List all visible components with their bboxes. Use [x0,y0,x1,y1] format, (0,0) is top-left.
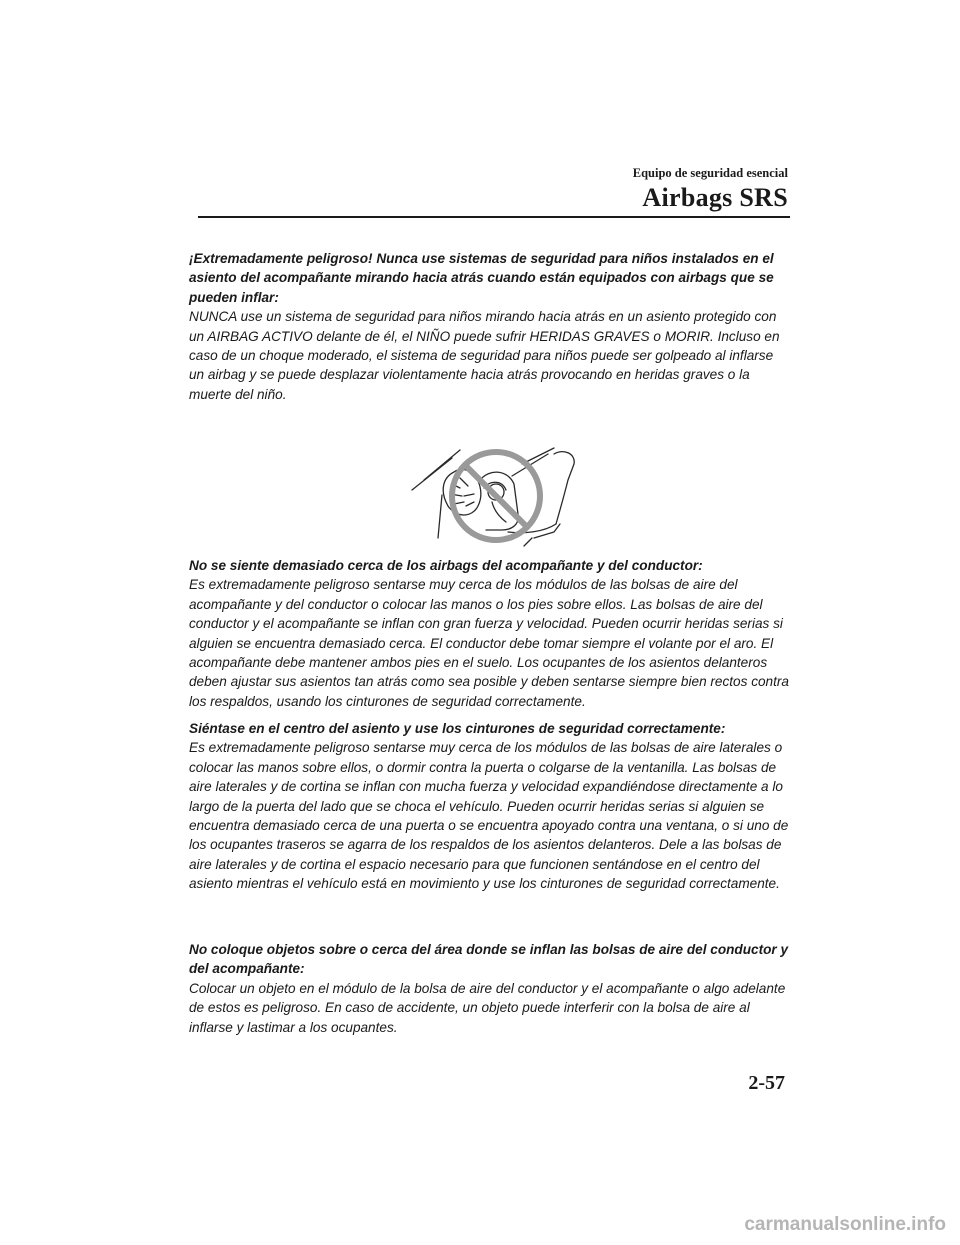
warning-block-no-objects [189,940,790,1037]
prohibited-child-seat-illustration [404,440,594,550]
page-title: Airbags SRS [642,183,788,212]
warning-lead: No coloque objetos sobre o cerca del área donde se inflan las bolsas de aire del conductor y del acompañante: [189,942,789,977]
warning-lead: ¡Extremadamente peligroso! Nunca use sistemas de seguridad para niños instalados en el asiento del acompañante mirando hacia atrás cuando están equipados con airbags que se pueden inflar: [189,251,774,305]
warning-block-sit-away-from-airbags [189,556,790,711]
warning-lead: No se siente demasiado cerca de los airbags del acompañante y del conductor: [189,558,703,573]
warning-text: Es extremadamente peligroso sentarse muy cerca de los módulos de las bolsas de aire laterales o colocar las manos sobre ellos, o dormir contra la puerta o colgarse de la ventanilla. Las bolsas de aire laterales y de cortina se inflan con mucha fuerza y velocidad expandiéndose directamente a lo largo de la puerta del lado que se choca el vehículo. Pueden ocurrir heridas serias si alguien se encuentra demasiado cerca de una puerta o se encuentra apoyado contra una ventana, o si uno de los ocupantes traseros se agarra de los respaldos de los asientos delanteros. Dele a las bolsas de aire laterales y de cortina el espacio necesario para que funcionen sentándose en el centro del asiento mientras el vehículo está en movimiento y use los cinturones de seguridad correctamente. [189,740,789,892]
header-divider [198,216,790,218]
warning-text: NUNCA use un sistema de seguridad para niños mirando hacia atrás en un asiento protegido con un AIRBAG ACTIVO delante de él, el NIÑO puede sufrir HERIDAS GRAVES o MORIR. Incluso en caso de un choque moderado, el sistema de seguridad para niños puede ser golpeado al inflarse un airbag y se puede desplazar violentamente hacia atrás provocando en heridas graves o la muerte del niño. [189,309,780,402]
page-number: 2-57 [748,1072,785,1094]
child-seat-airbag-prohibited-icon [404,440,594,550]
warning-block-rear-facing-child-seat [189,249,790,404]
watermark: carmanualsonline.info [744,1214,946,1235]
warning-text: Colocar un objeto en el módulo de la bolsa de aire del conductor y el acompañante o algo adelante de estos es peligroso. En caso de accidente, un objeto puede interferir con la bolsa de aire al inflarse y lastimar a los ocupantes. [189,980,786,1035]
warning-block-sit-centered [189,719,790,894]
warning-lead: Siéntase en el centro del asiento y use los cinturones de seguridad correctamente: [189,721,726,736]
section-heading: Equipo de seguridad esencial [632,166,788,180]
warning-text: Es extremadamente peligroso sentarse muy cerca de los módulos de las bolsas de aire del acompañante y del conductor o colocar las manos o los pies sobre ellos. Las bolsas de aire del conductor y el acompañante se inflan con gran fuerza y velocidad. Pueden ocurrir heridas serias si alguien se encuentra demasiado cerca. El conductor debe tomar siempre el volante por el aro. El acompañante debe mantener ambos pies en el suelo. Los ocupantes de los asientos delanteros deben ajustar sus asientos tan atrás como sea posible y deben sentarse siempre bien rectos contra los respaldos, usando los cinturones de seguridad correctamente. [189,577,789,709]
